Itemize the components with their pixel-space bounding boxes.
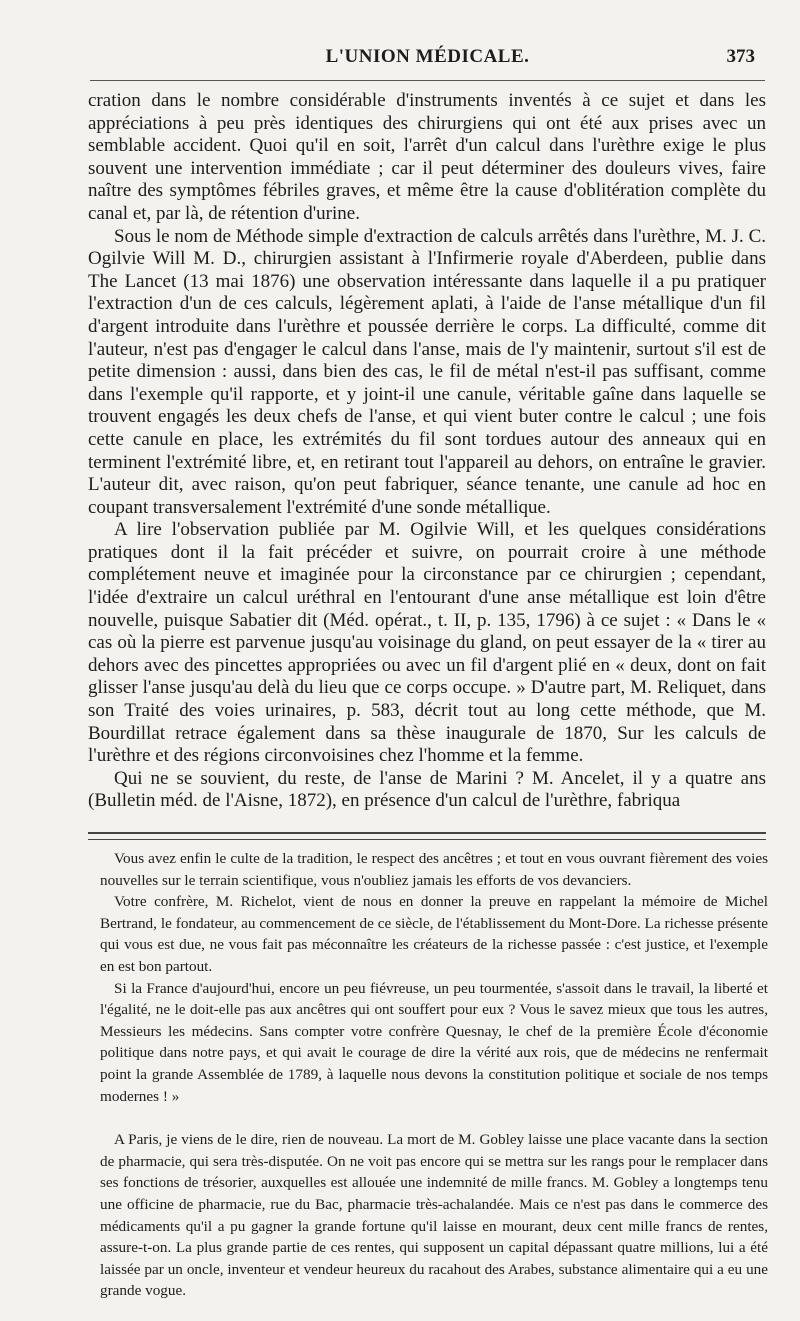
paragraph: A Paris, je viens de le dire, rien de nouveau. La mort de M. Gobley laisse une place vacante dans la section de pharmacie, qui sera très-disputée. On ne voit pas encore qui se mettra sur les rangs pour le remplacer dans ses fonctions de trésorier, auxquelles est allouée une indemnité de mille francs. M. Gobley a longtemps tenu une officine de pharmacie, rue du Bac, pharmacie très-achalandée. Mais ce n'est pas dans le commerce des médicaments qu'il a pu gagner la grande fortune qu'il laisse en mourant, deux cent mille francs de rentes, assure-t-on. La plus grande partie de ces rentes, qui supposent un capital dépassant quatre millions, lui a été laissée par un oncle, inventeur et vendeur heureux du racahout des Arabes, substance alimentaire qui a eu une grande vogue. xyxy=(100,1131,768,1300)
paragraph: Sous le nom de Méthode simple d'extraction de calculs arrêtés dans l'urèthre, M. J. C. Ogilvie Will M. D., chirurgien assistant à l'Infirmerie royale d'Aberdeen, publie dans The Lancet (13 mai 1876) une observation intéressante dans laquelle il a pu pratiquer l'extraction d'un de ces calculs, légèrement aplati, à l'aide de l'anse métallique d'un fil d'argent introduite dans l'urèthre et poussée derrière le corps. La difficulté, comme dit l'auteur, n'est pas d'engager le calcul dans l'anse, mais de l'y maintenir, surtout s'il est de petite dimension : aussi, dans bien des cas, le fil de métal n'est-il pas suffisant, comme dans l'exemple qu'il rapporte, et y joint-il une canule, véritable gaîne dans laquelle se trouvent engagés les deux chefs de l'anse, et qui vient buter contre le calcul ; une fois cette canule en place, les extrémités du fil sont tordues autour des anneaux qui en terminent l'extrémité libre, et, en retirant tout l'appareil au dehors, on entraîne le gravier. L'auteur dit, avec raison, qu'on peut fabriquer, séance tenante, une canule ad hoc en coupant transversalement l'extrémité d'une sonde métallique. xyxy=(88,225,766,518)
paragraph-gap xyxy=(100,1107,768,1129)
page-number: 373 xyxy=(726,46,755,67)
paragraph: Vous avez enfin le culte de la tradition, le respect des ancêtres ; et tout en vous ouvrant fièrement des voies nouvelles sur le terrain scientifique, vous n'oubliez jamais les efforts de vos devanciers. xyxy=(100,850,768,889)
page-header xyxy=(90,46,765,76)
paragraph: Votre confrère, M. Richelot, vient de nous en donner la preuve en rappelant la mémoire de Michel Bertrand, le fondateur, au commencement de ce siècle, de l'établissement du Mont-Dore. La richesse présente qui vous est due, ne vous fait pas méconnaître les créateurs de la richesse passée : c'est justice, et l'exemple en est bon partout. xyxy=(100,893,768,975)
paragraph: Si la France d'aujourd'hui, encore un peu fiévreuse, un peu tourmentée, s'assoit dans le travail, la liberté et l'égalité, ne le doit-elle pas aux ancêtres qui ont souffert pour eux ? Vous le savez mieux que tous les autres, Messieurs les médecins. Sans compter votre confrère Quesnay, le chef de la première École d'économie politique dans notre pays, et qui avait le courage de dire la vérité aux rois, que de médecins ne renfermait point la grande Assemblée de 1789, à laquelle nous devons la constitution politique et sociale de nos temps modernes ! » xyxy=(100,979,768,1105)
running-title: L'UNION MÉDICALE. xyxy=(325,46,530,67)
feuilleton-section xyxy=(100,848,768,1302)
paragraph: A lire l'observation publiée par M. Ogilvie Will, et les quelques considérations pratiques dont il la fait précéder et suivre, on pourrait croire à une méthode complétement neuve et imaginée pour la circonstance par ce chirurgien ; cependant, l'idée d'extraire un calcul uréthral en l'entourant d'une anse métallique est loin d'être nouvelle, puisque Sabatier dit (Méd. opérat., t. II, p. 135, 1796) à ce sujet : « Dans le « cas où la pierre est parvenue jusqu'au voisinage du gland, on peut essayer de la « tirer au dehors avec des pincettes appropriées ou avec un fil d'argent plié en « deux, dont on fait glisser l'anse jusqu'au delà du lieu que ce corps occupe. » D'autre part, M. Reliquet, dans son Traité des voies urinaires, p. 583, décrit tout au long cette méthode, que M. Bourdillat retrace également dans sa thèse inaugurale de 1870, Sur les calculs de l'urèthre et des régions circonvoisines chez l'homme et la femme. xyxy=(88,519,766,767)
main-article xyxy=(88,90,766,813)
section-separator xyxy=(88,832,766,840)
paragraph: cration dans le nombre considérable d'instruments inventés à ce sujet et dans les appréciations à peu près identiques des chirurgiens qui ont été aux prises avec un semblable accident. Quoi qu'il en soit, l'arrêt d'un calcul dans l'urèthre exige le plus souvent une intervention immédiate ; car il peut déterminer des douleurs vives, faire naître des symptômes fébriles graves, et même être la cause d'oblitération complète du canal et, par là, de rétention d'urine. xyxy=(88,90,766,224)
header-rule xyxy=(90,80,765,81)
paragraph: Qui ne se souvient, du reste, de l'anse de Marini ? M. Ancelet, il y a quatre ans (Bulletin méd. de l'Aisne, 1872), en présence d'un calcul de l'urèthre, fabriqua xyxy=(88,767,766,812)
